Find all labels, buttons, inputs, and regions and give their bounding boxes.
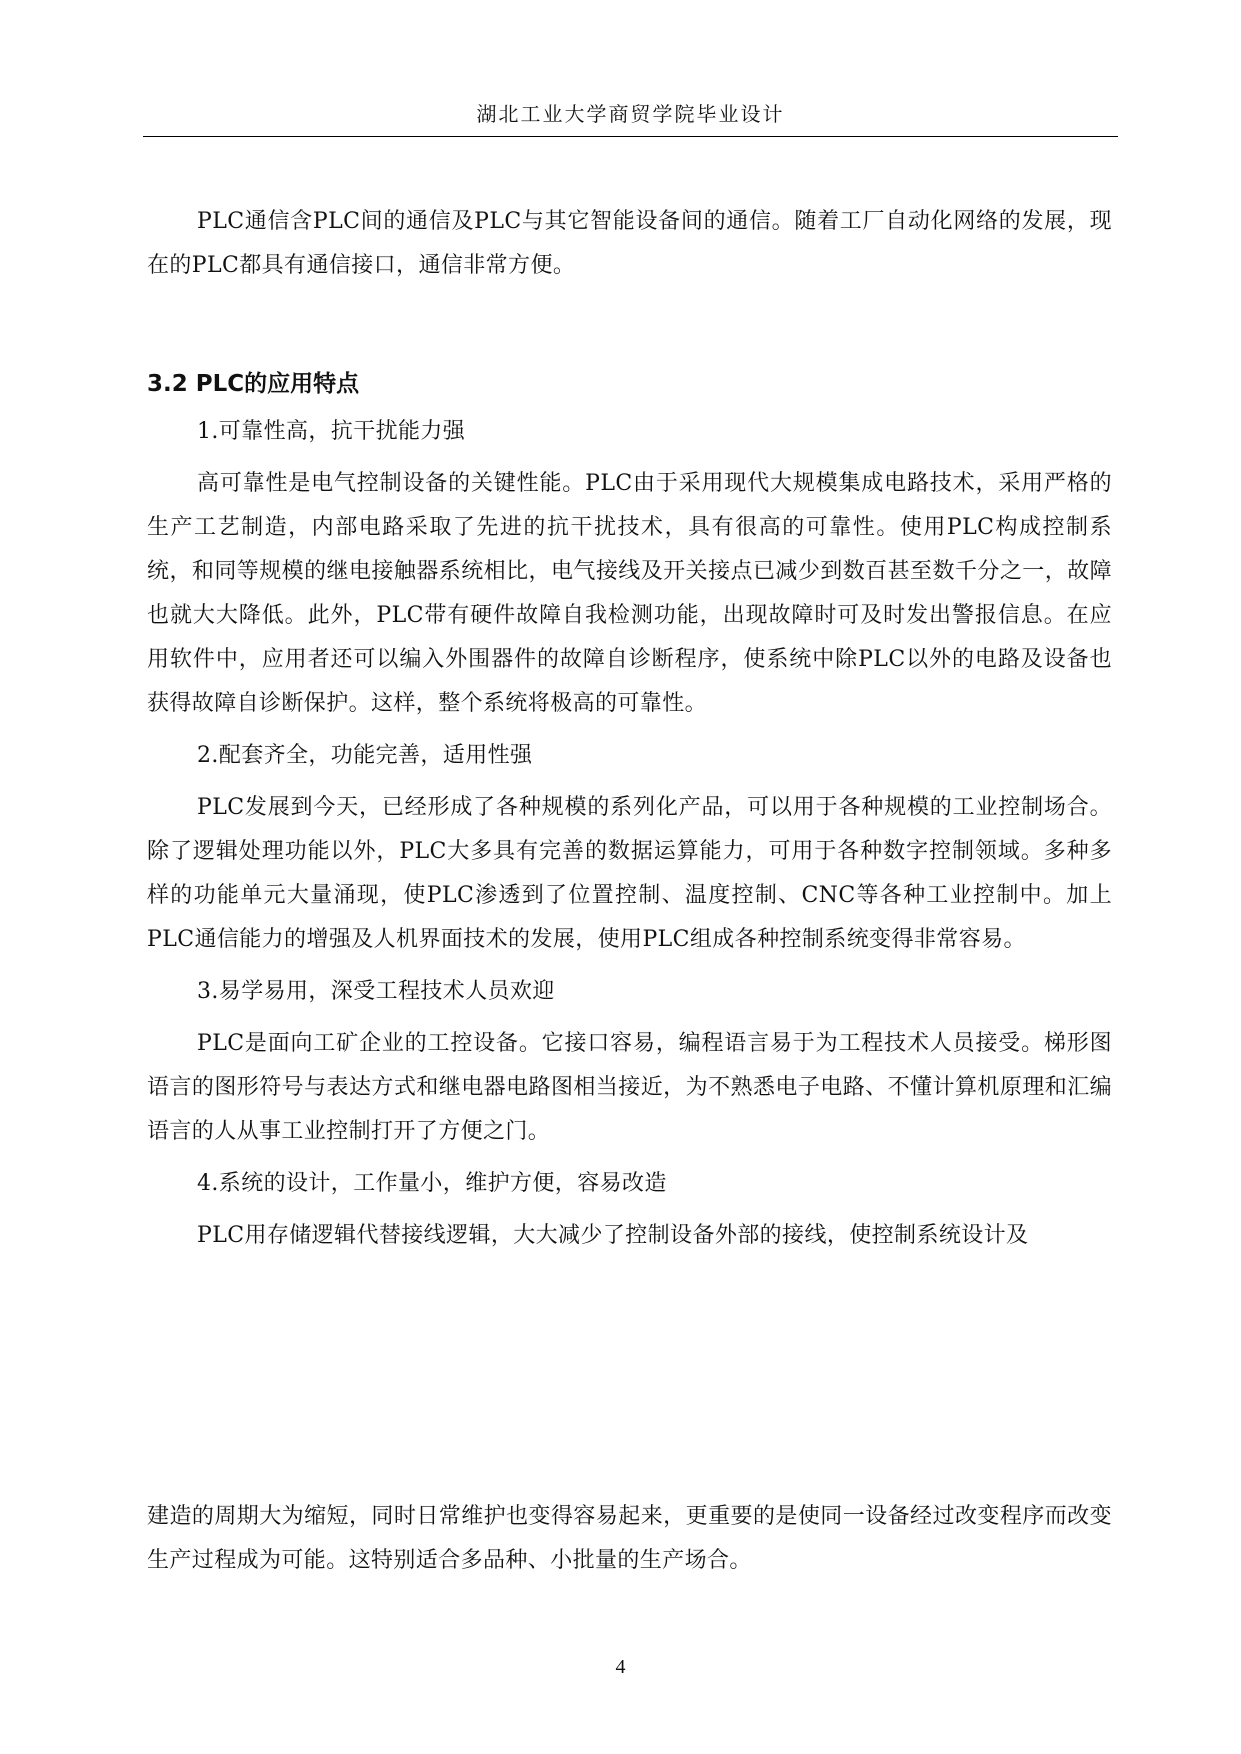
intro-paragraph: PLC通信含PLC间的通信及PLC与其它智能设备间的通信。随着工厂自动化网络的发展，现在的PLC都具有通信接口，通信非常方便。 xyxy=(147,209,1112,278)
item-heading: 1.可靠性高，抗干扰能力强 xyxy=(197,419,466,444)
item-paragraph: 高可靠性是电气控制设备的关键性能。PLC由于采用现代大规模集成电路技术，采用严格的生产工艺制造，内部电路采取了先进的抗干扰技术，具有很高的可靠性。使用PLC构成控制系统，和同等规模的继电接触器系统相比，电气接线及开关接点已减少到数百甚至数千分之一，故障也就大大降低。此外，PLC带有硬件故障自我检测功能，出现故障时可及时发出警报信息。在应用软件中，应用者还可以编入外围器件的故障自诊断程序，使系统中除PLC以外的电路及设备也获得故障自诊断保护。这样，整个系统将极高的可靠性。 xyxy=(147,471,1112,716)
section-title: 3.2 PLC的应用特点 xyxy=(147,371,360,397)
item-paragraph: PLC发展到今天，已经形成了各种规模的系列化产品，可以用于各种规模的工业控制场合。除了逻辑处理功能以外，PLC大多具有完善的数据运算能力，可用于各种数字控制领域。多种多样的功能单元大量涌现，使PLC渗透到了位置控制、温度控制、CNC等各种工业控制中。加上PLC通信能力的增强及人机界面技术的发展，使用PLC组成各种控制系统变得非常容易。 xyxy=(147,795,1112,952)
item-paragraph: PLC是面向工矿企业的工控设备。它接口容易，编程语言易于为工程技术人员接受。梯形图语言的图形符号与表达方式和继电器电路图相当接近，为不熟悉电子电路、不懂计算机原理和汇编语言的人从事工业控制打开了方便之门。 xyxy=(147,1031,1112,1144)
continuation-paragraph: 建造的周期大为缩短，同时日常维护也变得容易起来，更重要的是使同一设备经过改变程序而改变生产过程成为可能。这特别适合多品种、小批量的生产场合。 xyxy=(147,1504,1112,1573)
item-paragraph: PLC用存储逻辑代替接线逻辑，大大减少了控制设备外部的接线，使控制系统设计及 xyxy=(197,1223,1029,1248)
item-heading: 2.配套齐全，功能完善，适用性强 xyxy=(197,743,533,768)
page-header xyxy=(143,100,1118,137)
header-title: 湖北工业大学商贸学院毕业设计 xyxy=(476,102,785,126)
continuation-block xyxy=(147,1495,1112,1583)
main-content xyxy=(147,200,1112,1258)
page-number: 4 xyxy=(615,1656,626,1678)
item-heading: 3.易学易用，深受工程技术人员欢迎 xyxy=(197,979,555,1004)
item-heading: 4.系统的设计，工作量小，维护方便，容易改造 xyxy=(197,1171,667,1196)
